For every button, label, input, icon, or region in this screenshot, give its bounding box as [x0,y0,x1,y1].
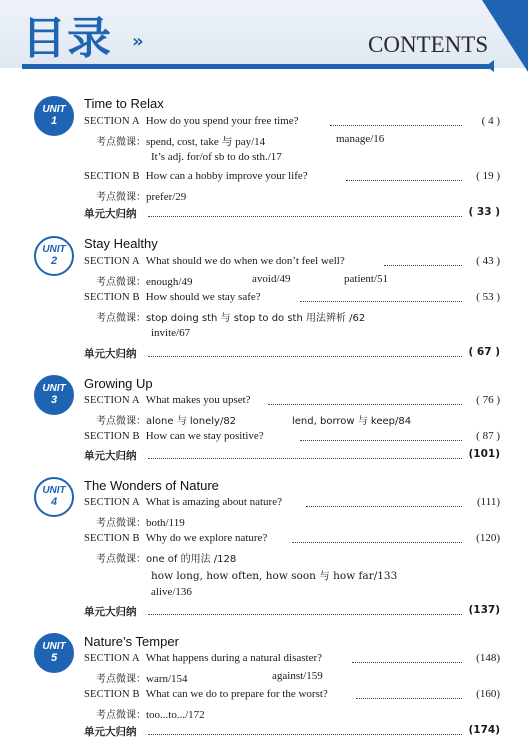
kd-line [96,133,265,149]
section-label: SECTION A [84,497,140,508]
kd-item: lend, borrow 与 keep/84 [292,416,412,427]
page-number: (174) [468,724,500,736]
unit-5-section-b[interactable] [84,688,500,704]
kd-item: invite/67 [151,327,191,339]
section-label: SECTION A [84,395,140,406]
kd-item: prefer/29 [146,191,187,203]
page-title-cn: 目录 [22,13,112,64]
page-number: ( 43 ) [476,255,500,267]
page-number: ( 87 ) [476,430,500,442]
kd-label: 考点微课： [96,416,146,427]
unit-5-badge [34,633,74,673]
kd-item: It’s adj. for/of sb to do sth./17 [151,151,282,163]
kd-item: spend, cost, take 与 pay/14 [146,136,266,148]
kd-line [96,514,185,529]
summary-label: 单元大归纳 [84,450,137,462]
kd-label: 考点微课： [96,518,146,529]
section-label: SECTION B [84,533,140,544]
kd-item: manage/16 [336,133,385,145]
unit-5-title[interactable]: Nature’s Temper [84,634,179,649]
page-number: ( 19 ) [476,170,500,182]
section-question: What makes you upset? [145,394,251,406]
unit-2-section-a[interactable] [84,255,500,271]
unit-number: 4 [50,496,58,508]
unit-4-summary[interactable] [84,604,500,620]
unit-4-section-b[interactable] [84,532,500,548]
page-number: ( 4 ) [481,115,500,127]
unit-3-section-a[interactable] [84,394,500,410]
section-label: SECTION B [84,171,140,182]
kd-label: 考点微课： [96,313,146,324]
kd-item: too...to.../172 [146,709,205,721]
leader-dots [346,180,462,181]
unit-word: UNIT [42,104,66,115]
kd-line [96,188,186,203]
unit-3-section-b[interactable] [84,430,500,446]
unit-word: UNIT [42,244,66,255]
kd-line [96,706,205,721]
unit-1-section-a[interactable] [84,115,500,131]
unit-4-section-a[interactable] [84,496,500,512]
leader-dots [384,265,462,266]
unit-2-title[interactable]: Stay Healthy [84,236,158,251]
leader-dots [148,216,462,217]
leader-dots [300,440,462,441]
kd-label: 考点微课： [96,710,146,721]
section-question: What is amazing about nature? [145,496,282,508]
kd-item: stop doing sth 与 stop to do sth 用法辨析 /62 [146,313,366,324]
page-number: (111) [476,496,500,508]
unit-2-summary[interactable] [84,346,500,362]
kd-line [96,273,192,288]
kd-item: against/159 [272,670,323,682]
kd-item: warn/154 [146,673,188,685]
leader-dots [356,698,462,699]
unit-5-summary[interactable] [84,724,500,740]
leader-dots [268,404,462,405]
unit-number: 2 [50,255,58,267]
page-title-en: CONTENTS [368,32,489,57]
unit-3-badge [34,375,74,415]
kd-label: 考点微课： [96,137,146,148]
leader-dots [148,356,462,357]
section-label: SECTION B [84,292,140,303]
page-number: (101) [468,448,500,460]
page-number: ( 33 ) [468,206,500,218]
page-number: (148) [476,652,500,664]
leader-dots [292,542,462,543]
unit-4-title[interactable]: The Wonders of Nature [84,478,219,493]
page-number: (160) [476,688,500,700]
unit-word: UNIT [42,641,66,652]
kd-label: 考点微课： [96,277,146,288]
kd-item: one of 的用法 /128 [146,554,237,565]
kd-line [96,412,236,427]
page-number: ( 53 ) [476,291,500,303]
page-number: (120) [476,532,500,544]
unit-1-title[interactable]: Time to Relax [84,96,164,111]
section-label: SECTION B [84,431,140,442]
leader-dots [300,301,462,302]
section-question: How can we stay positive? [145,430,264,442]
page-number: (137) [468,604,500,616]
summary-label: 单元大归纳 [84,726,137,738]
kd-item: both/119 [146,517,185,529]
unit-number: 3 [50,394,58,406]
unit-2-badge [34,236,74,276]
header-triangle-icon [486,60,494,72]
unit-word: UNIT [42,383,66,394]
leader-dots [352,662,462,663]
leader-dots [148,734,462,735]
unit-1-summary[interactable] [84,206,500,222]
unit-1-section-b[interactable] [84,170,500,186]
section-question: What should we do when we don’t feel well? [145,255,345,267]
unit-number: 1 [50,115,58,127]
section-label: SECTION A [84,256,140,267]
section-question: How do you spend your free time? [145,115,299,127]
section-question: How should we stay safe? [145,291,261,303]
unit-1-badge [34,96,74,136]
section-question: Why do we explore nature? [145,532,268,544]
section-question: How can a hobby improve your life? [145,170,308,182]
kd-item: enough/49 [146,276,193,288]
leader-dots [330,125,462,126]
section-label: SECTION A [84,116,140,127]
kd-line [96,550,236,565]
double-chevron-icon: » [132,31,144,52]
section-label: SECTION B [84,689,140,700]
kd-label: 考点微课： [96,192,146,203]
summary-label: 单元大归纳 [84,606,137,618]
kd-item: patient/51 [344,273,388,285]
leader-dots [148,614,462,615]
section-label: SECTION A [84,653,140,664]
kd-item: alone 与 lonely/82 [146,416,237,427]
summary-label: 单元大归纳 [84,208,137,220]
unit-4-badge [34,477,74,517]
page-number: ( 76 ) [476,394,500,406]
kd-line [96,670,188,685]
unit-number: 5 [50,652,58,664]
kd-item: avoid/49 [252,273,291,285]
kd-label: 考点微课： [96,674,146,685]
unit-word: UNIT [42,485,66,496]
unit-3-title[interactable]: Growing Up [84,376,153,391]
kd-item: alive/136 [151,586,192,598]
kd-item: how long, how often, how soon 与 how far/133 [151,570,398,582]
page-number: ( 67 ) [468,346,500,358]
kd-label: 考点微课： [96,554,146,565]
leader-dots [306,506,462,507]
leader-dots [148,458,462,459]
unit-5-section-a[interactable] [84,652,500,668]
kd-line [96,309,365,324]
unit-3-summary[interactable] [84,448,500,464]
unit-2-section-b[interactable] [84,291,500,307]
summary-label: 单元大归纳 [84,348,137,360]
section-question: What happens during a natural disaster? [145,652,323,664]
section-question: What can we do to prepare for the worst? [145,688,328,700]
